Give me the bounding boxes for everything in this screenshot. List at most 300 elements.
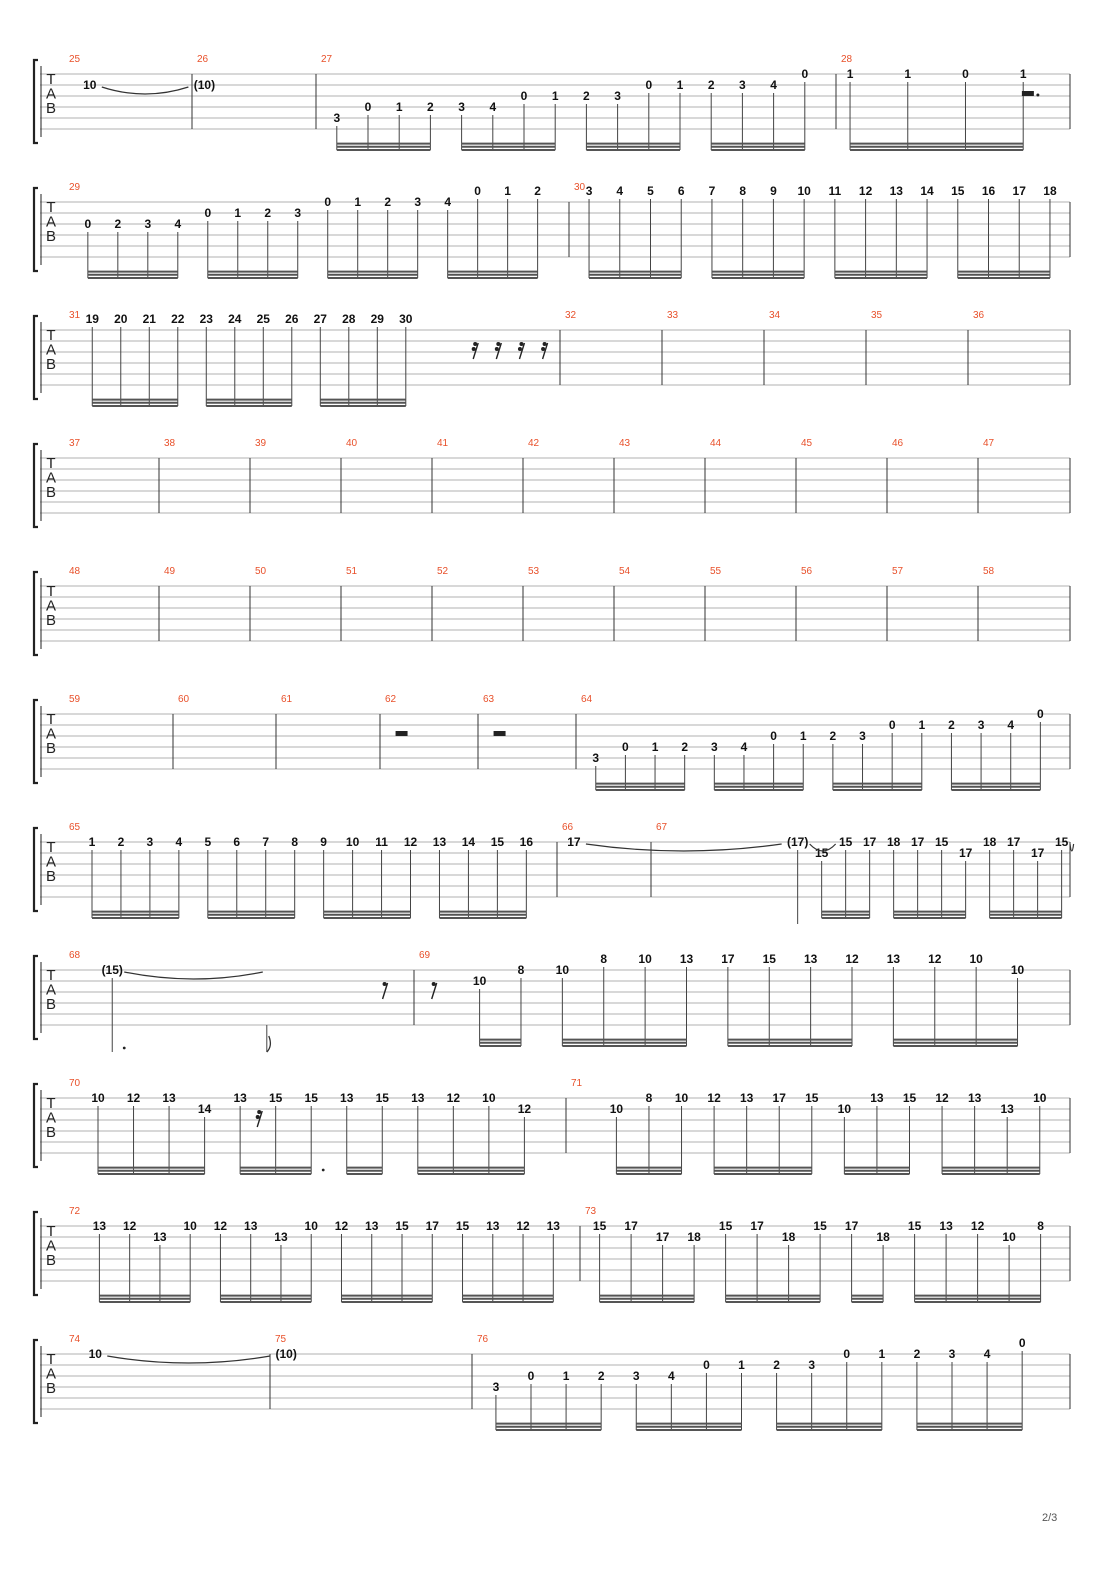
fret-number: 0: [703, 1358, 710, 1372]
fret-number: 13: [803, 952, 818, 966]
measure: [255, 438, 267, 449]
fret-number: 10: [472, 974, 487, 988]
fret-number: 13: [939, 1219, 953, 1233]
fret-number: 2: [264, 206, 272, 220]
system-bracket: [34, 444, 38, 527]
fret-number: 8: [291, 835, 299, 849]
rest-dot: [496, 342, 500, 346]
fret-number: 13: [546, 1219, 560, 1233]
measure-number: 33: [667, 310, 679, 321]
rest-dot: [432, 982, 436, 986]
fret-number: 15: [813, 1219, 827, 1233]
fret-number: 10: [837, 1102, 852, 1116]
measure-number: 58: [983, 566, 995, 577]
measure-number: 29: [69, 182, 81, 193]
fret-number: 0: [801, 67, 809, 81]
fret-number: 17: [844, 1219, 859, 1233]
tie: [102, 87, 189, 94]
fret-number: 14: [461, 835, 476, 849]
fret-number: 1: [354, 195, 362, 209]
fret-number: 3: [632, 1369, 640, 1383]
tab-clef-letter: A: [45, 341, 57, 359]
fret-number: 13: [486, 1219, 500, 1233]
fret-number: 1: [904, 67, 912, 81]
fret-number: 14: [920, 184, 934, 198]
system-bracket: [34, 700, 38, 783]
tab-system: [34, 182, 1070, 278]
fret-number: 12: [517, 1102, 532, 1116]
fret-number: 10: [304, 1219, 318, 1233]
fret-number: 2: [384, 195, 392, 209]
fret-number: 13: [739, 1091, 754, 1105]
tie: [1070, 844, 1074, 851]
fret-number: 18: [781, 1230, 796, 1244]
measure: [437, 438, 449, 449]
fret-number: 13: [153, 1230, 167, 1244]
measure: [194, 54, 215, 92]
rest-dot: [257, 1110, 261, 1114]
tab-clef-letter: B: [45, 100, 57, 117]
measure: [574, 182, 1057, 278]
measure: [275, 1334, 297, 1361]
fret-number: 8: [517, 963, 525, 977]
fret-number: 15: [951, 184, 965, 198]
fret-number: 3: [808, 1358, 816, 1372]
half-rest: [494, 731, 506, 736]
fret-number: 4: [770, 78, 777, 92]
fret-number: 22: [171, 312, 185, 326]
fret-number: 14: [197, 1102, 212, 1116]
fret-number: 13: [870, 1091, 884, 1105]
fret-number: 17: [1012, 184, 1026, 198]
fret-number: 15: [490, 835, 505, 849]
measure-number: 74: [69, 1334, 81, 1345]
fret-number: 10: [1010, 963, 1025, 977]
system-bracket: [34, 1212, 38, 1295]
fret-number: 24: [228, 312, 242, 326]
fret-number: 15: [455, 1219, 470, 1233]
tab-system: [34, 438, 1070, 527]
system-bracket: [34, 60, 38, 143]
fret-number: 18: [1043, 184, 1057, 198]
fret-number: 4: [740, 740, 748, 754]
measure-number: 50: [255, 566, 267, 577]
fret-number: 5: [204, 835, 212, 849]
measure: [983, 566, 995, 577]
fret-number: 10: [1033, 1091, 1047, 1105]
fret-number: 3: [739, 78, 746, 92]
fret-number: 3: [592, 751, 600, 765]
fret-number: 17: [1030, 846, 1045, 860]
fret-number: 1: [799, 729, 807, 743]
tab-clef-letter: A: [45, 1365, 57, 1383]
measure: [973, 310, 985, 321]
measure-number: 54: [619, 566, 631, 577]
half-rest: [396, 731, 408, 736]
measure: [565, 310, 577, 321]
fret-number: 1: [846, 67, 854, 81]
fret-number: 3: [458, 100, 465, 114]
fret-number: (15): [101, 963, 123, 977]
measure: [69, 822, 533, 918]
measure-number: 49: [164, 566, 176, 577]
measure: [281, 694, 293, 705]
fret-number: 1: [738, 1358, 745, 1372]
fret-number: 3: [294, 206, 302, 220]
fret-number: 8: [739, 184, 747, 198]
fret-number: 13: [340, 1091, 354, 1105]
fret-number: 12: [858, 184, 873, 198]
fret-number: 3: [492, 1380, 500, 1394]
fret-number: 13: [886, 952, 901, 966]
measure: [477, 1334, 1026, 1430]
fret-number: 17: [624, 1219, 638, 1233]
measure: [871, 310, 883, 321]
system-bracket: [34, 1084, 38, 1167]
measure: [255, 566, 267, 577]
fret-number: 16: [519, 835, 534, 849]
fret-number: 0: [1018, 1336, 1026, 1350]
fret-number: 2: [114, 217, 122, 231]
fret-number: 15: [838, 835, 853, 849]
fret-number: (10): [193, 78, 216, 92]
tab-clef-letter: T: [46, 327, 56, 344]
measure: [346, 566, 358, 577]
measure-number: 31: [69, 310, 81, 321]
fret-number: 2: [597, 1369, 605, 1383]
measure: [385, 694, 408, 736]
fret-number: 0: [364, 100, 372, 114]
tab-system: [34, 1206, 1070, 1302]
fret-number: 17: [910, 835, 925, 849]
tab-clef-letter: T: [46, 71, 56, 88]
fret-number: 15: [592, 1219, 607, 1233]
tab-clef-letter: T: [46, 199, 56, 216]
tab-system: [34, 950, 1070, 1052]
fret-number: 3: [144, 217, 152, 231]
fret-number: 17: [772, 1091, 786, 1105]
fret-number: 20: [114, 312, 128, 326]
system-bracket: [34, 188, 38, 271]
rest-dot: [541, 347, 545, 351]
tab-clef-letter: A: [45, 853, 57, 871]
tab-clef-letter: T: [46, 1223, 56, 1240]
tie: [124, 972, 263, 979]
fret-number: 2: [534, 184, 541, 198]
fret-number: 2: [948, 718, 955, 732]
fret-number: 6: [677, 184, 685, 198]
rest-dot: [543, 342, 547, 346]
tab-system: [34, 1078, 1070, 1174]
fret-number: 9: [320, 835, 327, 849]
fret-number: 0: [622, 740, 629, 754]
fret-number: 15: [814, 846, 829, 860]
fret-number: 12: [707, 1091, 721, 1105]
fret-number: 1: [562, 1369, 570, 1383]
fret-number: 3: [977, 718, 985, 732]
measure-number: 68: [69, 950, 81, 961]
fret-number: 12: [213, 1219, 228, 1233]
tab-system: [34, 694, 1070, 790]
fret-number: 3: [710, 740, 718, 754]
tab-clef-letter: A: [45, 1109, 57, 1127]
page-number: 2/3: [1042, 1512, 1058, 1524]
tab-clef-letter: A: [45, 1237, 57, 1255]
measure: [801, 438, 813, 449]
tab-clef-letter: B: [45, 1380, 57, 1397]
fret-number: 0: [324, 195, 332, 209]
fret-number: 3: [333, 111, 341, 125]
measure: [710, 438, 722, 449]
fret-number: 13: [1000, 1102, 1014, 1116]
tab-clef-letter: B: [45, 996, 57, 1013]
measure: [346, 438, 358, 449]
measure-number: 65: [69, 822, 81, 833]
fret-number: 3: [948, 1347, 956, 1361]
measure-number: 60: [178, 694, 190, 705]
fret-number: 13: [92, 1219, 107, 1233]
measure-number: 71: [571, 1078, 583, 1089]
tab-system: [34, 310, 1070, 406]
fret-number: 2: [583, 89, 590, 103]
fret-number: 10: [797, 184, 811, 198]
measure-number: 41: [437, 438, 449, 449]
measure-number: 25: [69, 54, 81, 65]
fret-number: 12: [122, 1219, 137, 1233]
fret-number: 12: [446, 1091, 461, 1105]
measure-number: 45: [801, 438, 813, 449]
fret-number: 0: [1037, 707, 1044, 721]
measure: [69, 1334, 270, 1363]
fret-number: 10: [88, 1347, 102, 1361]
measure: [528, 438, 540, 449]
tab-clef-letter: B: [45, 356, 57, 373]
fret-number: 2: [707, 78, 715, 92]
fret-number: 2: [117, 835, 125, 849]
fret-number: 17: [567, 835, 581, 849]
system-bracket: [34, 828, 38, 911]
fret-number: 13: [432, 835, 447, 849]
fret-number: 12: [845, 952, 859, 966]
tab-clef-letter: A: [45, 213, 57, 231]
system-bracket: [34, 956, 38, 1039]
fret-number: 0: [84, 217, 92, 231]
fret-number: 8: [600, 952, 608, 966]
fret-number: 1: [878, 1347, 886, 1361]
measure: [69, 1078, 531, 1174]
measure: [483, 694, 506, 736]
tie: [107, 1356, 270, 1363]
tab-clef-letter: B: [45, 484, 57, 501]
fret-number: 17: [862, 835, 877, 849]
measure: [164, 438, 176, 449]
tab-clef-letter: A: [45, 725, 57, 743]
fret-number: 13: [274, 1230, 288, 1244]
measure-number: 40: [346, 438, 358, 449]
tab-clef-letter: T: [46, 1351, 56, 1368]
measure-number: 37: [69, 438, 81, 449]
fret-number: 10: [83, 78, 97, 92]
tab-clef-letter: A: [45, 981, 57, 999]
fret-number: 13: [411, 1091, 425, 1105]
fret-number: 2: [829, 729, 837, 743]
tab-clef-letter: B: [45, 1252, 57, 1269]
fret-number: 15: [934, 835, 949, 849]
fret-number: 12: [516, 1219, 530, 1233]
fret-number: 26: [285, 312, 299, 326]
fret-number: 17: [655, 1230, 670, 1244]
measure: [69, 694, 81, 705]
tab-clef-letter: T: [46, 583, 56, 600]
tab-clef-letter: A: [45, 469, 57, 487]
tab-clef-letter: B: [45, 1124, 57, 1141]
fret-number: 13: [233, 1091, 247, 1105]
measure: [892, 566, 904, 577]
measure-number: 36: [973, 310, 985, 321]
fret-number: 1: [88, 835, 96, 849]
fret-number: 23: [199, 312, 213, 326]
measure: [69, 950, 388, 1052]
fret-number: 0: [770, 729, 777, 743]
measure-number: 57: [892, 566, 904, 577]
tab-clef-letter: T: [46, 455, 56, 472]
measure-number: 42: [528, 438, 540, 449]
measure-number: 67: [656, 822, 668, 833]
tab-system: [34, 54, 1070, 150]
fret-number: 0: [645, 78, 653, 92]
fret-number: 10: [91, 1091, 105, 1105]
fret-number: 0: [527, 1369, 535, 1383]
fret-number: 13: [365, 1219, 379, 1233]
measure: [585, 1206, 1044, 1302]
fret-number: 1: [918, 718, 926, 732]
fret-number: 15: [762, 952, 776, 966]
fret-number: 18: [687, 1230, 701, 1244]
measure-number: 47: [983, 438, 995, 449]
rest-dot: [256, 1115, 260, 1119]
fret-number: 21: [142, 312, 156, 326]
fret-number: 1: [1019, 67, 1027, 81]
fret-number: 18: [876, 1230, 890, 1244]
measure: [69, 182, 541, 278]
fret-number: 18: [886, 835, 901, 849]
fret-number: 10: [482, 1091, 496, 1105]
fret-number: 6: [233, 835, 241, 849]
measure: [528, 566, 540, 577]
measure: [619, 438, 631, 449]
fret-number: 15: [805, 1091, 819, 1105]
fret-number: 1: [234, 206, 242, 220]
fret-number: 12: [403, 835, 418, 849]
measure-number: 56: [801, 566, 813, 577]
fret-number: 0: [962, 67, 969, 81]
fret-number: 11: [375, 835, 388, 849]
fret-number: 12: [935, 1091, 949, 1105]
rhythm-dot: [123, 1047, 126, 1050]
measure-number: 55: [710, 566, 722, 577]
measure-number: 27: [321, 54, 333, 65]
fret-number: 4: [983, 1347, 991, 1361]
tie: [586, 844, 782, 851]
fret-number: 12: [334, 1219, 349, 1233]
fret-number: 17: [721, 952, 735, 966]
fret-number: 17: [958, 846, 973, 860]
measure: [69, 1206, 560, 1302]
measure-number: 73: [585, 1206, 597, 1217]
fret-number: 17: [425, 1219, 439, 1233]
fret-number: 17: [750, 1219, 764, 1233]
fret-number: 2: [681, 740, 689, 754]
measure-number: 35: [871, 310, 883, 321]
measure: [164, 566, 176, 577]
fret-number: 15: [1054, 835, 1069, 849]
measure-number: 34: [769, 310, 781, 321]
fret-number: 0: [520, 89, 528, 103]
measure: [581, 694, 1044, 790]
fret-number: 15: [268, 1091, 283, 1105]
measure-number: 28: [841, 54, 853, 65]
rhythm-dot: [322, 1169, 325, 1172]
tab-system: [34, 566, 1070, 655]
fret-number: 13: [244, 1219, 258, 1233]
measure-number: 46: [892, 438, 904, 449]
rest-dot: [472, 347, 476, 351]
fret-number: 7: [708, 184, 716, 198]
fret-number: 1: [676, 78, 684, 92]
measure: [69, 438, 81, 449]
fret-number: 1: [504, 184, 511, 198]
fret-number: 10: [969, 952, 983, 966]
rest-dot: [383, 982, 387, 986]
fret-number: 4: [616, 184, 624, 198]
measure: [710, 566, 722, 577]
fret-number: 13: [967, 1091, 982, 1105]
rest-dot: [519, 342, 523, 346]
measure: [571, 1078, 1047, 1174]
measure-number: 69: [419, 950, 431, 961]
fret-number: 10: [609, 1102, 624, 1116]
fret-number: 0: [204, 206, 212, 220]
fret-number: 4: [1007, 718, 1015, 732]
measure: [437, 566, 449, 577]
fret-number: 19: [85, 312, 99, 326]
measure-number: 38: [164, 438, 176, 449]
fret-number: 27: [313, 312, 327, 326]
fret-number: 16: [981, 184, 996, 198]
measure: [562, 822, 782, 851]
fret-number: 8: [1037, 1219, 1044, 1233]
fret-number: 30: [399, 312, 413, 326]
tab-clef-letter: B: [45, 612, 57, 629]
fret-number: 10: [638, 952, 652, 966]
measure: [69, 566, 81, 577]
fret-number: 10: [555, 963, 570, 977]
fret-number: 4: [175, 835, 183, 849]
rest-dot: [473, 342, 477, 346]
tab-clef-letter: T: [46, 1095, 56, 1112]
fret-number: 1: [651, 740, 659, 754]
tab-clef-letter: B: [45, 228, 57, 245]
fret-number: 10: [1002, 1230, 1016, 1244]
measure-number: 64: [581, 694, 593, 705]
fret-number: 15: [718, 1219, 733, 1233]
fret-number: 0: [888, 718, 896, 732]
measure-number: 62: [385, 694, 397, 705]
fret-number: 10: [674, 1091, 689, 1105]
fret-number: 15: [907, 1219, 922, 1233]
measure-number: 75: [275, 1334, 287, 1345]
tab-clef-letter: T: [46, 711, 56, 728]
